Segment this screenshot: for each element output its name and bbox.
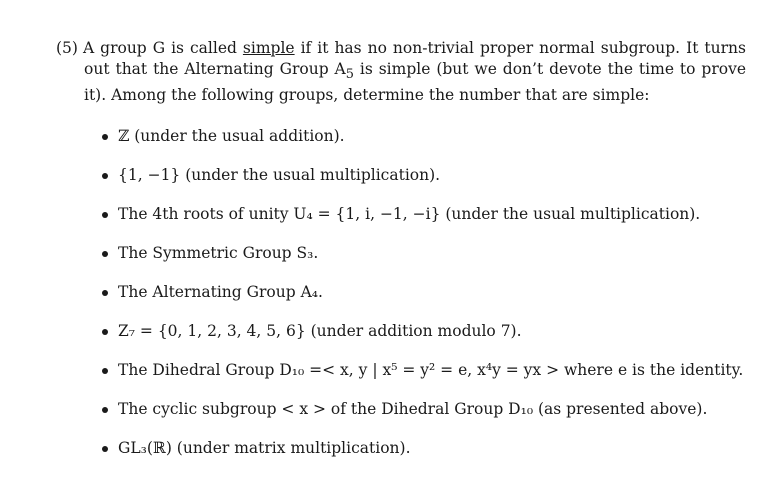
list-item: [56, 243, 746, 282]
list-item: [56, 438, 746, 477]
problem-5: [56, 38, 746, 477]
list-item-text: The cyclic subgroup < x > of the Dihedral Group D₁₀ (as presented above).: [118, 400, 708, 419]
list-item: [56, 360, 746, 399]
bullet-icon: [102, 446, 108, 452]
bullet-icon: [102, 329, 108, 335]
intro-text-part-2: if it has no non-trivial proper normal subgroup. It turns out that the Alternating Group A: [84, 39, 746, 78]
intro-text-part-1: A group G is called: [82, 39, 243, 57]
intro-text-part-3: is simple (but we don’t devote the time to prove it). Among the following groups, determine the number that are simple:: [84, 60, 746, 105]
bullet-icon: [102, 407, 108, 413]
bullet-icon: [102, 134, 108, 140]
list-item-text: GL₃(ℝ) (under matrix multiplication).: [118, 439, 411, 458]
list-item-text: The Dihedral Group D₁₀ =< x, y | x⁵ = y² = e, x⁴y = yx > where e is the identity.: [118, 361, 744, 380]
simple-term: simple: [242, 39, 295, 57]
list-item-text: The Symmetric Group S₃.: [118, 244, 319, 263]
list-item-text: The Alternating Group A₄.: [118, 283, 323, 302]
list-item-text: Z₇ = {0, 1, 2, 3, 4, 5, 6} (under addition modulo 7).: [118, 322, 522, 341]
list-item: [56, 282, 746, 321]
list-item-text: {1, −1} (under the usual multiplication).: [118, 166, 441, 185]
list-item-text: ℤ (under the usual addition).: [118, 127, 345, 146]
bullet-icon: [102, 368, 108, 374]
list-item: [56, 165, 746, 204]
group-list: [56, 126, 746, 477]
intro-subscript: 5: [345, 67, 354, 83]
list-item-text: The 4th roots of unity U₄ = {1, i, −1, −i} (under the usual multiplication).: [118, 205, 701, 224]
list-item: [56, 204, 746, 243]
list-item: [56, 126, 746, 165]
problem-statement: [56, 38, 746, 106]
bullet-icon: [102, 290, 108, 296]
bullet-icon: [102, 251, 108, 257]
list-item: [56, 321, 746, 360]
list-item: [56, 399, 746, 438]
bullet-icon: [102, 212, 108, 218]
problem-number: (5): [56, 39, 78, 57]
bullet-icon: [102, 173, 108, 179]
